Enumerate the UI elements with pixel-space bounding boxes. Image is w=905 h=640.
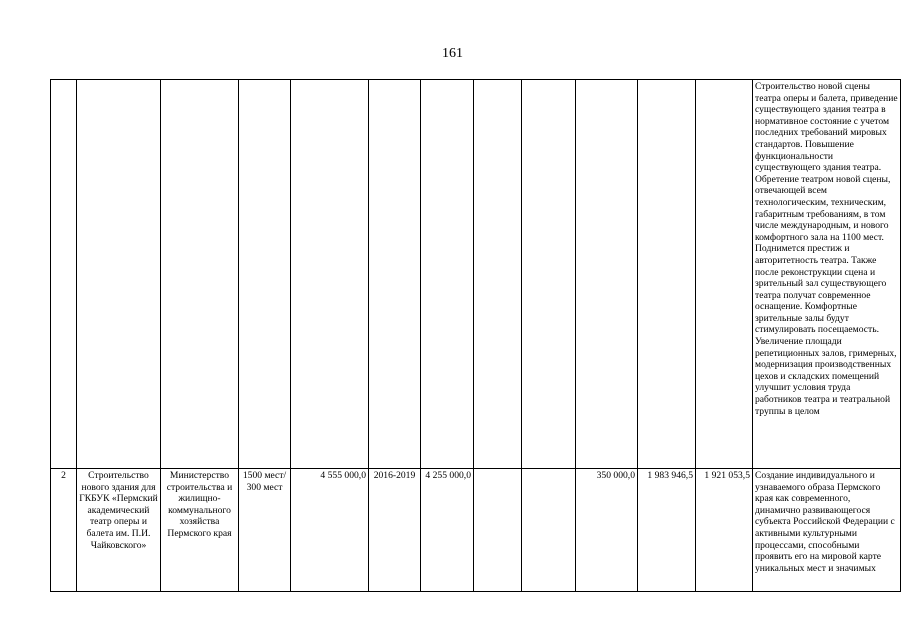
- cell-number: [51, 80, 77, 469]
- cell-responsible: [161, 80, 239, 469]
- cell-object-name: Строительство нового здания для ГКБУК «Пермский академический театр оперы и балета им. П.И. Чайковского»: [77, 469, 161, 592]
- cell-funding-a: [576, 80, 638, 469]
- cell-capacity: [239, 80, 291, 469]
- cell-number: 2: [51, 469, 77, 592]
- cell-funding-b: [638, 80, 696, 469]
- cell-capacity: 1500 мест/ 300 мест: [239, 469, 291, 592]
- cell-estimated-cost: 4 555 000,0: [291, 469, 369, 592]
- cell-funding-c: [696, 80, 753, 469]
- cell-col8: [474, 80, 522, 469]
- cell-estimated-cost: [291, 80, 369, 469]
- program-table: [50, 79, 901, 592]
- cell-object-name: [77, 80, 161, 469]
- cell-col9: [522, 469, 576, 592]
- cell-funding-c: 1 921 053,5: [696, 469, 753, 592]
- cell-funding-b: 1 983 946,5: [638, 469, 696, 592]
- cell-description: Строительство новой сцены театра оперы и балета, приведение существующего здания театра в нормативное состояние с учетом последних требований мировых стандартов. Повышение функциональности существующего здания театра. Обретение театром новой сцены, отвечающей всем технологическим, техническим, габаритным требованиям, в том числе международным, и нового комфортного зала на 1100 мест. Поднимется престиж и авторитетность театра. Также после реконструкции сцена и зрительный зал существующего театра получат современное оснащение. Комфортные зрительные залы будут стимулировать посещаемость. Увеличение площади репетиционных залов, гримерных, модернизация производственных цехов и складских помещений улучшит условия труда работников театра и театральной труппы в целом: [753, 80, 901, 469]
- cell-period: [369, 80, 421, 469]
- table-row: [51, 80, 901, 469]
- table-row: [51, 469, 901, 592]
- cell-funding-a: 350 000,0: [576, 469, 638, 592]
- cell-description: Создание индивидуального и узнаваемого образа Пермского края как современного, динамично развивающегося субъекта Российской Федерации с активными культурными процессами, способными проявить его на мировой карте уникальных мест и значимых: [753, 469, 901, 592]
- cell-responsible: Министерство строительства и жилищно-коммунального хозяйства Пермского края: [161, 469, 239, 592]
- cell-col9: [522, 80, 576, 469]
- cell-period: 2016-2019: [369, 469, 421, 592]
- page-number: 161: [442, 46, 463, 61]
- cell-total-funding: 4 255 000,0: [421, 469, 474, 592]
- cell-col8: [474, 469, 522, 592]
- cell-total-funding: [421, 80, 474, 469]
